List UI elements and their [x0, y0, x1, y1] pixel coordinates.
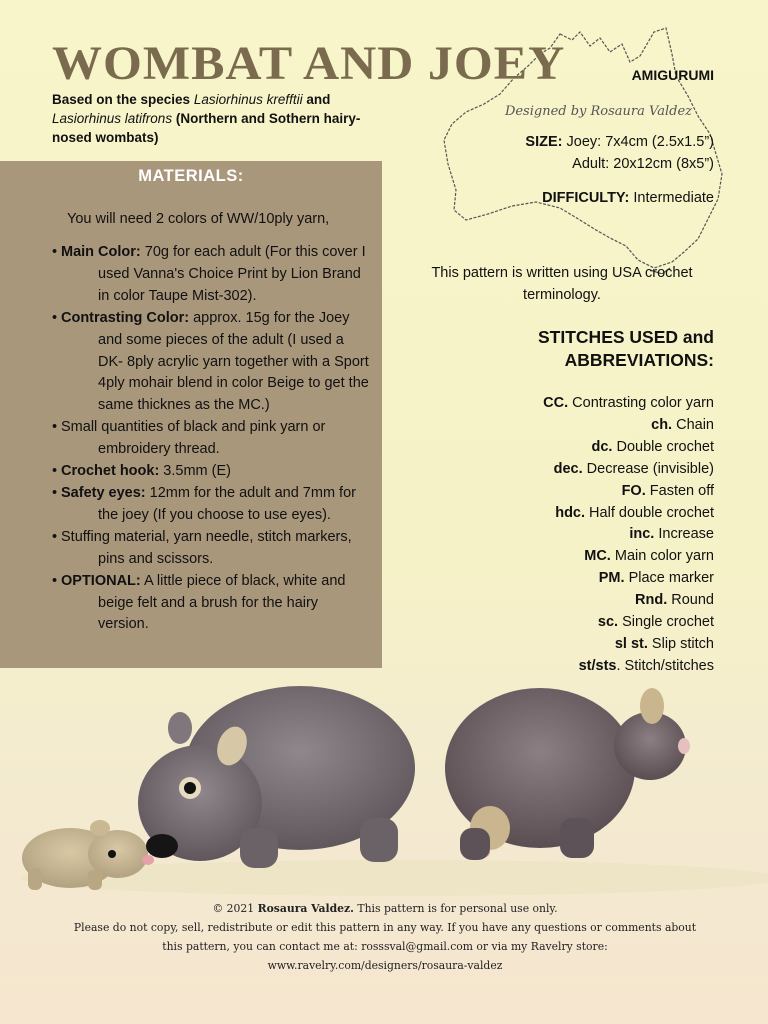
stitch-desc: Slip stitch	[647, 635, 714, 652]
copyright-prefix: © 2021	[212, 902, 258, 915]
materials-item	[52, 242, 372, 308]
materials-item	[52, 461, 372, 483]
stitch-item	[543, 481, 714, 503]
materials-item	[52, 308, 372, 418]
materials-item	[52, 483, 372, 527]
stitch-item	[543, 415, 714, 437]
stitch-abbr: dc.	[591, 438, 613, 455]
stitch-abbr: st/sts	[578, 657, 617, 674]
page-title: WOMBAT AND JOEY	[52, 36, 566, 90]
materials-item-text: 12mm for the adult and 7mm for the joey (If you choose to use eyes).	[98, 484, 356, 523]
stitches-heading	[538, 326, 714, 372]
materials-list	[52, 242, 372, 636]
stitches-heading-line-1: STITCHES USED and	[538, 327, 714, 347]
stitch-abbr: ch.	[651, 416, 673, 433]
materials-item-text: Small quantities of black and pink yarn or embroidery thread.	[61, 419, 326, 458]
stitch-abbr: inc.	[629, 526, 655, 543]
materials-item-label: Safety eyes:	[61, 484, 146, 501]
stitch-desc: Double crochet	[612, 438, 714, 455]
stitch-desc: Half double crochet	[585, 504, 714, 521]
stitch-desc: Chain	[672, 416, 714, 433]
stitch-desc: Increase	[654, 526, 714, 543]
materials-item-label: OPTIONAL:	[61, 572, 141, 589]
stitch-desc: Contrasting color yarn	[568, 395, 714, 411]
materials-item-text: Stuffing material, yarn needle, stitch markers, pins and scissors.	[61, 528, 352, 567]
copyright-suffix: This pattern is for personal use only.	[353, 902, 558, 915]
materials-item-label: Crochet hook:	[61, 463, 160, 480]
stitch-abbr: PM.	[598, 570, 625, 587]
stitch-item	[543, 568, 714, 590]
footer	[60, 899, 710, 975]
stitch-item	[543, 503, 714, 525]
materials-item-text: approx. 15g for the Joey and some pieces of the adult (I used a DK- 8ply acrylic yarn together with a Sport 4ply mohair blend in color Beige to get the same thicknes as the MC.)	[98, 309, 369, 414]
designer-credit: Designed by Rosaura Valdez	[504, 104, 692, 119]
materials-panel	[0, 161, 382, 668]
species-prefix: Based on the species	[52, 92, 194, 107]
stitch-item	[543, 524, 714, 546]
copyright-author: Rosaura Valdez.	[257, 902, 354, 915]
stitch-abbr: CC.	[543, 395, 569, 411]
stitch-abbr: MC.	[584, 548, 611, 565]
difficulty-label: DIFFICULTY:	[542, 190, 630, 206]
materials-item-label: Contrasting Color:	[61, 309, 190, 326]
stitch-desc: Place marker	[624, 570, 714, 587]
materials-item-text: 70g for each adult (For this cover I used Vanna's Choice Print by Lion Brand in color Taupe Mist-302).	[98, 244, 366, 304]
stitch-abbr: sl st.	[614, 635, 648, 652]
materials-item-text: 3.5mm (E)	[159, 463, 231, 480]
species-name-2: Lasiorhinus latifrons	[52, 111, 173, 126]
difficulty-info	[542, 190, 714, 206]
materials-heading: MATERIALS:	[138, 167, 244, 185]
stitch-abbr: dec.	[553, 460, 583, 477]
stitch-list	[543, 393, 714, 678]
stitch-item	[543, 590, 714, 612]
terminology-note: This pattern is written using USA crochet terminology.	[431, 265, 693, 303]
species-suffix: (Northern and Sothern hairy-nosed wombats)	[52, 111, 361, 145]
difficulty-value: Intermediate	[633, 190, 714, 206]
footer-contact: this pattern, you can contact me at: rosssval@gmail.com or via my Ravelry store:	[162, 940, 608, 953]
stitches-heading-line-2: ABBREVIATIONS:	[564, 350, 714, 370]
materials-item-text: A little piece of black, white and beige felt and a brush for the hairy version.	[98, 572, 346, 633]
wombats-photo	[0, 668, 768, 898]
stitch-item	[543, 393, 714, 415]
stitch-item	[543, 546, 714, 568]
stitch-desc: Main color yarn	[610, 548, 714, 565]
stitch-abbr: sc.	[597, 614, 619, 631]
stitch-desc: Decrease (invisible)	[582, 460, 714, 477]
stitch-abbr: FO.	[621, 482, 646, 499]
stitch-abbr: Rnd.	[635, 592, 668, 609]
stitch-item	[543, 612, 714, 634]
materials-item	[52, 571, 372, 637]
adult-wombat-fuzzy	[138, 686, 415, 868]
category-label: AMIGURUMI	[631, 67, 714, 83]
size-joey: Joey: 7x4cm (2.5x1.5”)	[566, 134, 714, 150]
materials-intro: You will need 2 colors of WW/10ply yarn,	[67, 211, 330, 227]
stitch-item	[543, 634, 714, 656]
copyright-line	[60, 899, 710, 918]
size-adult: Adult: 20x12cm (8x5”)	[572, 156, 714, 172]
species-name-1: Lasiorhinus krefftii	[193, 92, 303, 107]
ravelry-link[interactable]: www.ravelry.com/designers/rosaura-valdez	[267, 959, 503, 972]
species-description	[52, 90, 392, 147]
stitch-desc: Round	[667, 592, 714, 609]
stitch-desc: . Stitch/stitches	[616, 657, 714, 674]
stitch-desc: Single crochet	[618, 614, 714, 631]
size-info	[525, 131, 714, 175]
species-and: and	[302, 92, 331, 107]
stitch-abbr: hdc.	[555, 504, 586, 521]
size-label: SIZE:	[525, 134, 563, 150]
footer-notice: Please do not copy, sell, redistribute or edit this pattern in any way. If you have any questions or comments about	[73, 921, 697, 934]
stitch-item	[543, 437, 714, 459]
materials-item	[52, 527, 372, 571]
materials-item-label: Main Color:	[61, 244, 141, 260]
materials-item	[52, 417, 372, 461]
adult-wombat-knit	[445, 688, 690, 860]
stitch-desc: Fasten off	[645, 482, 714, 499]
stitch-item	[543, 459, 714, 481]
